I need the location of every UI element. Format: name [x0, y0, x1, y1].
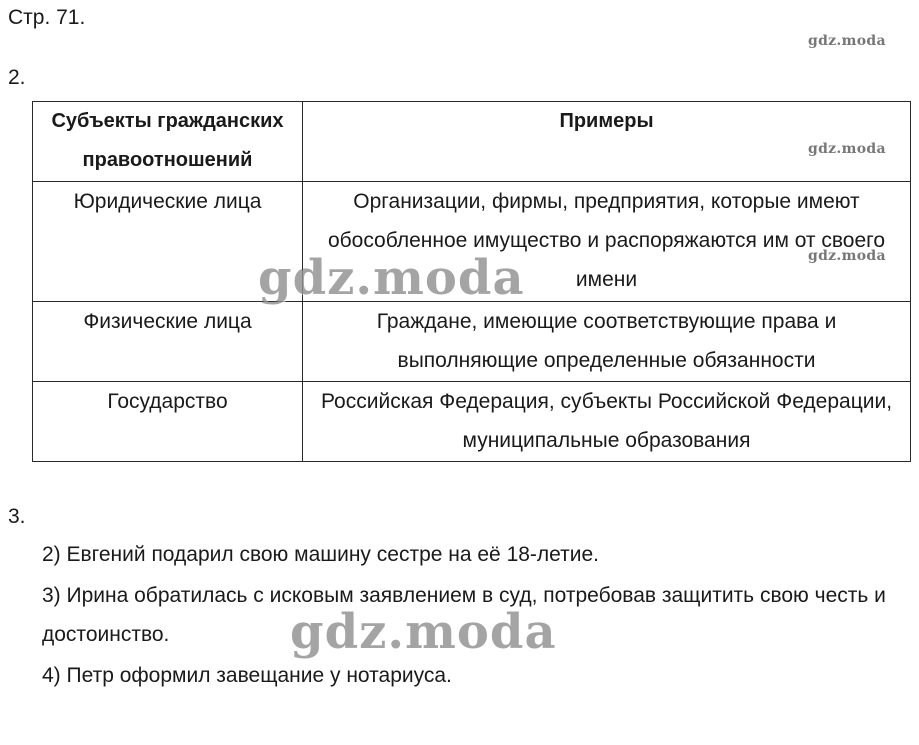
answer-item: 4) Петр оформил завещание у нотариуса.: [42, 664, 452, 687]
answer-item: 2) Евгений подарил свою машину сестре на её 18-летие.: [42, 543, 600, 566]
watermark-large: gdz.moda: [258, 250, 525, 306]
watermark-small: gdz.moda: [808, 248, 886, 264]
section-3-number: 3.: [8, 505, 26, 528]
header-examples: Примеры: [303, 102, 911, 182]
watermark-small: gdz.moda: [808, 33, 886, 49]
subjects-table: [32, 101, 911, 462]
cell-subject: Государство: [33, 382, 303, 462]
section-2-number: 2.: [8, 66, 26, 89]
watermark-small: gdz.moda: [808, 141, 886, 157]
cell-subject: Физические лица: [33, 302, 303, 382]
answer-item: 3) Ирина обратилась с исковым заявлением в суд, потребовав защитить свою честь и достоинство.: [42, 584, 886, 646]
answer-list: [42, 535, 892, 695]
page-title: Стр. 71.: [8, 6, 86, 29]
table-row: [33, 302, 911, 382]
watermark-large: gdz.moda: [290, 604, 557, 660]
cell-example: Организации, фирмы, предприятия, которые имеют обособленное имущество и распоряжаются им от своего имени: [303, 182, 911, 302]
cell-subject: Юридические лица: [33, 182, 303, 302]
header-subjects: Субъекты гражданских правоотношений: [33, 102, 303, 182]
table-row: [33, 382, 911, 462]
cell-example: Российская Федерация, субъекты Российской Федерации, муниципальные образования: [303, 382, 911, 462]
cell-example: Граждане, имеющие соответствующие права и выполняющие определенные обязанности: [303, 302, 911, 382]
table-header-row: [33, 102, 911, 182]
table-row: [33, 182, 911, 302]
